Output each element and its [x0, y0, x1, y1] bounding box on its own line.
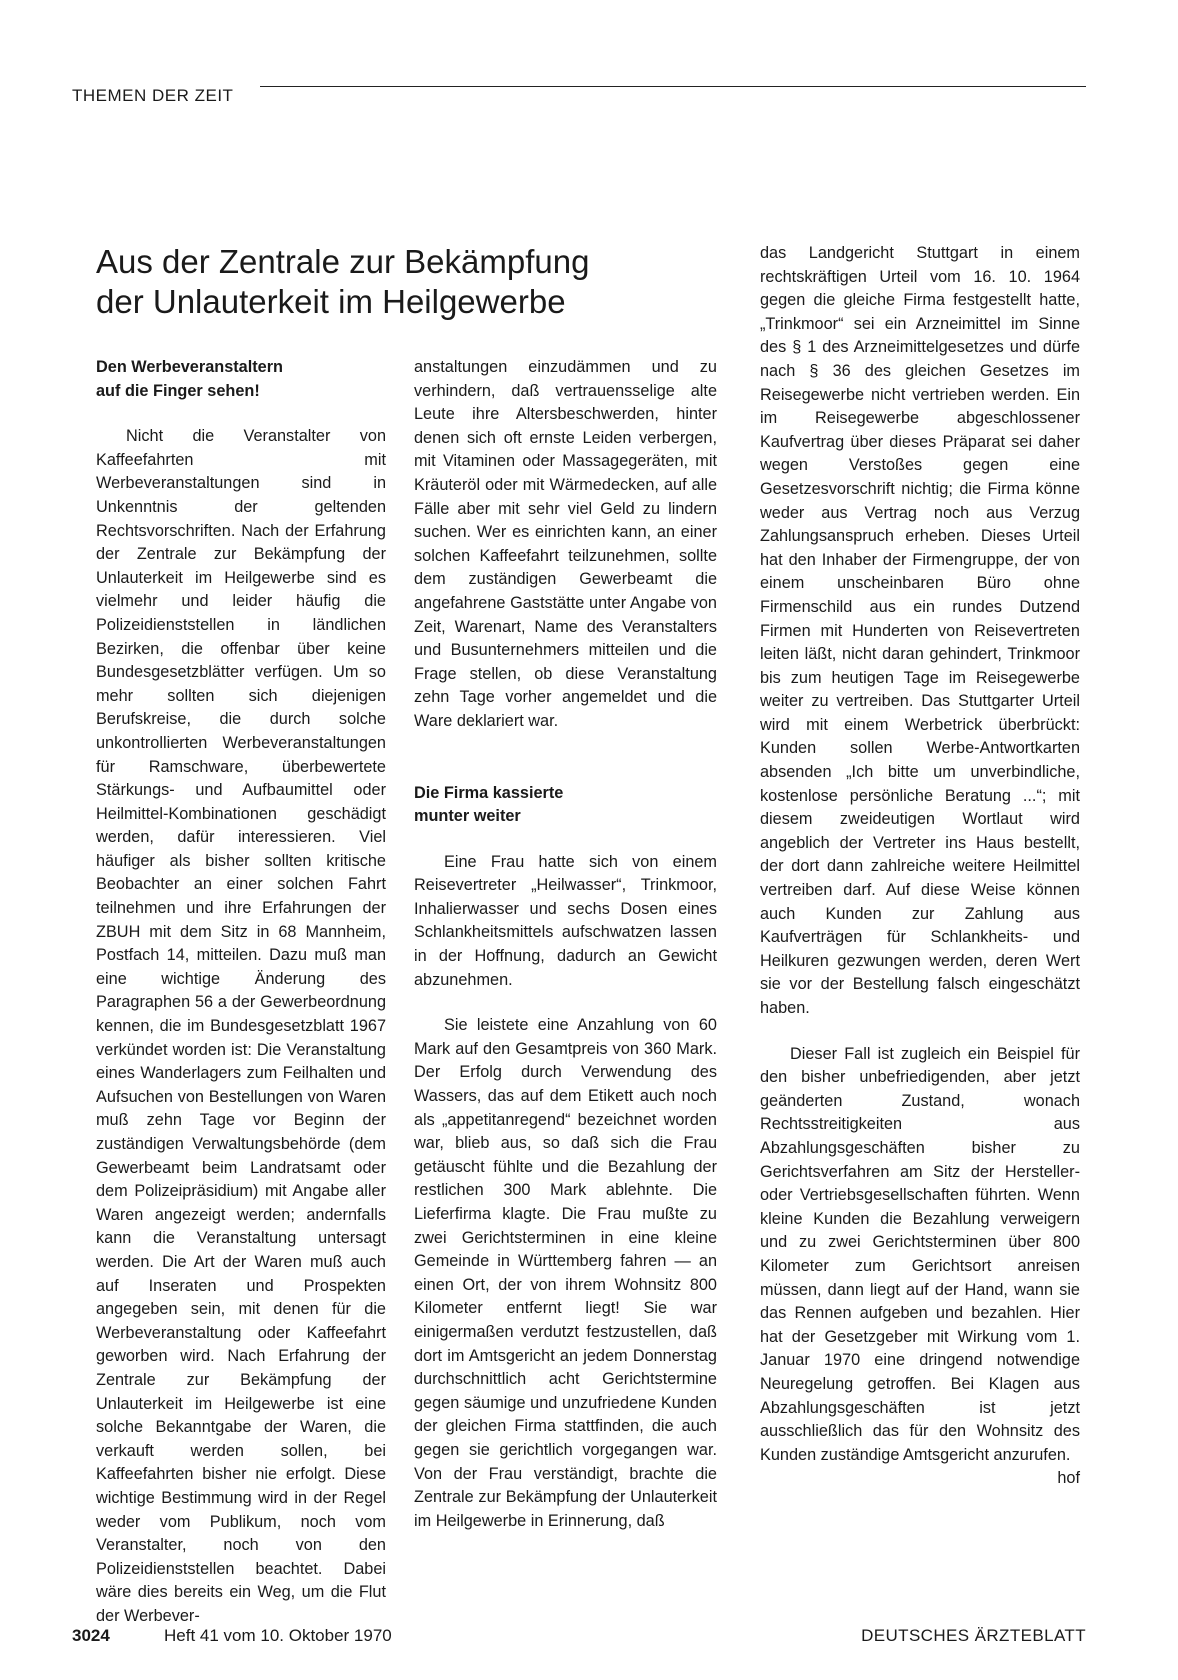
subheading-werbeveranstaltern	[96, 356, 386, 403]
subhead2-line-1: Die Firma kassierte	[414, 783, 564, 802]
para1-text-part1: Nicht die Veranstalter von Kaffeefahrten mit Werbeveranstaltungen sind in Unkenntnis der geltenden Rechtsvorschriften. Nach der Erfahrung der Zentrale zur Bekämpfung der Unlauterkeit im Heilgewerbe sind es vielmehr und leider häufig die Polizeidienststellen in ländlichen Bezirken, die offenbar über keine Bundesgesetzblätter verfügen. Um so mehr sollten sich diejenigen Berufskreise, die durch solche unkontrollierten Werbeveranstaltungen für Ramschware, überbewertete Stärkungs- und Aufbaumittel oder Heilmittel-Kombinationen geschädigt werden, dafür interessieren. Viel häufiger als bisher sollten kritische Beobachter an einer solchen Fahrt teilnehmen und ihre Erfahrungen der ZBUH mit dem Sitz in 68 Mannheim, Postfach 14, mitteilen. Dazu muß man eine wichtige Änderung des Paragraphen 56 a der Gewerbeordnung kennen, die im Bundesgesetzblatt 1967 verkündet worden ist: Die Veranstaltung eines Wanderlagers zum Feilhalten und Aufsuchen von Bestellungen von Waren muß zehn Tage vor Beginn der zuständigen Verwaltungsbehörde (dem Gewerbeamt beim Landratsamt oder dem Polizeipräsidium) mit Angabe aller Waren angezeigt werden; andernfalls kann die Veranstaltung untersagt werden. Die Art der Waren muß auch auf Inseraten und Prospekten angegeben sein, mit denen für die Werbeveranstaltung oder Kaffeefahrt geworben wird. Nach Erfahrung der Zentrale zur Bekämpfung der Unlauterkeit im Heilgewerbe ist eine solche Bekanntgabe der Waren, die verkauft werden sollen, bei Kaffeefahrten bisher nie erfolgt. Diese wichtige Bestimmung wird in der Regel weder vom Publikum, noch vom Veranstalter, noch von den Polizeidienststellen beachtet. Dabei wäre dies bereits ein Weg, um die Flut der Werbever-	[96, 427, 386, 1625]
paragraph-frau: Eine Frau hatte sich von einem Reisevertreter „Heilwasser“, Trinkmoor, Inhalierwasser und sechs Dosen eines Schlankheitsmittels aufschwatzen lassen in der Hoffnung, dadurch an Gewicht abzunehmen.	[414, 852, 717, 989]
column-1	[96, 356, 386, 1628]
paragraph-dieser-fall	[760, 1043, 1080, 1488]
issue-info: Heft 41 vom 10. Oktober 1970	[164, 1626, 392, 1645]
article-title	[96, 242, 696, 322]
paragraph-continued-col2	[414, 356, 717, 734]
journal-name: DEUTSCHES ÄRZTEBLATT	[861, 1626, 1086, 1645]
subhead1-line-2: auf die Finger sehen!	[96, 381, 260, 400]
paragraph-continued-col3	[760, 242, 1080, 1021]
subhead2-line-2: munter weiter	[414, 807, 521, 826]
paragraph-anzahlung	[414, 1014, 717, 1533]
paragraph-col1	[96, 425, 386, 1628]
title-line-2: der Unlauterkeit im Heilgewerbe	[96, 283, 566, 320]
subheading-firma-kassierte	[414, 782, 717, 829]
author-signature: hof	[1057, 1469, 1080, 1488]
section-label: THEMEN DER ZEIT	[72, 86, 234, 105]
para4-text: Dieser Fall ist zugleich ein Beispiel für den bisher unbefriedigenden, aber jetzt geänderten Zustand, wonach Rechtsstreitigkeiten aus Abzahlungsgeschäften bisher zu Gerichtsverfahren am Sitz der Hersteller- oder Vertriebsgesellschaften führten. Wenn kleine Kunden die Bezahlung verweigern und zu zwei Gerichtsterminen über 800 Kilometer zum Gerichtsort anreisen müssen, dann liegt auf der Hand, wann sie das Rennen aufgeben und bezahlen. Hier hat der Gesetzgeber mit Wirkung vom 1. Januar 1970 eine dringend notwendige Neuregelung getroffen. Bei Klagen aus Abzahlungsgeschäften ist jetzt ausschließlich das für den Wohnsitz des Kunden zuständige Amtsgericht anzurufen.	[760, 1044, 1080, 1464]
page-number: 3024	[72, 1626, 110, 1645]
header-rule	[260, 86, 1086, 87]
column-3	[760, 242, 1080, 1491]
para3-text-part1: Sie leistete eine Anzahlung von 60 Mark auf den Gesamtpreis von 360 Mark. Der Erfolg durch Verwendung des Wassers, das auf dem Etikett auch noch als „appetitanregend“ bezeichnet worden war, blieb aus, so daß sich die Frau getäuscht fühlte und die Bezahlung der restlichen 300 Mark ablehnte. Die Lieferfirma klagte. Die Frau mußte zu zwei Gerichtsterminen in eine kleine Gemeinde in Württemberg fahren — an einen Ort, der von ihrem Wohnsitz 800 Kilometer entfernt liegt! Sie war einigermaßen verdutzt festzustellen, daß dort im Amtsgericht an jedem Donnerstag durchschnittlich acht Gerichtstermine gegen säumige und unzufriedene Kunden der gleichen Firma stattfinden, die auch gegen sie gerichtlich vorgegangen war. Von der Frau verständigt, brachte die Zentrale zur Bekämpfung der Unlauterkeit im Heilgewerbe in Erinnerung, daß	[414, 1016, 717, 1530]
para1-text-part2: anstaltungen einzudämmen und zu verhindern, daß vertrauensselige alte Leute ihre Altersbeschwerden, hinter denen sich oft ernste Leiden verbergen, mit Vitaminen oder Massagegeräten, mit Kräuteröl oder mit Wärmedecken, auf alle Fälle aber mit sehr viel Geld zu lindern suchen. Wer es einrichten kann, an einer solchen Kaffeefahrt teilzunehmen, sollte dem zuständigen Gewerbeamt die angefahrene Gaststätte unter Angabe von Zeit, Warenart, Name des Veranstalters und Busunternehmers mitteilen und die Frage stellen, ob diese Veranstaltung zehn Tage vorher angemeldet und die Ware deklariert war.	[414, 358, 717, 730]
title-line-1: Aus der Zentrale zur Bekämpfung	[96, 243, 590, 280]
column-2	[414, 356, 717, 1533]
para3-text-part2: das Landgericht Stuttgart in einem rechtskräftigen Urteil vom 16. 10. 1964 gegen die gleiche Firma festgestellt hatte, „Trinkmoor“ sei ein Arzneimittel im Sinne des § 1 des Arzneimittelgesetzes und dürfe nach § 36 des gleichen Gesetzes im Reisegewerbe nicht vertrieben werden. Ein im Reisegewerbe abgeschlossener Kaufvertrag über dieses Präparat sei daher wegen Verstoßes gegen eine Gesetzesvorschrift nichtig; die Firma könne weder aus Vertrag noch aus Verzug Zahlungsanspruch erheben. Dieses Urteil hat den Inhaber der Firmengruppe, der von einem unscheinbaren Büro ohne Firmenschild aus ein rundes Dutzend Firmen mit Hunderten von Reisevertreten leiten läßt, nicht daran gehindert, Trinkmoor bis zum heutigen Tage im Reisegewerbe weiter zu vertreiben. Das Stuttgarter Urteil wird mit einem Werbetrick überbrückt: Kunden sollen Werbe-Antwortkarten absenden „Ich bitte um unverbindliche, kostenlose persönliche Beratung ...“; mit diesem zweideutigen Wortlaut wird angeblich der Vertreter ins Haus bestellt, der dort dann zahlreiche weitere Heilmittel vertreiben darf. Auf diese Weise können auch Kunden zur Zahlung aus Kaufverträgen für Schlankheits- und Heilkuren gezwungen werden, deren Wert sie vor der Bestellung falsch eingeschätzt haben.	[760, 244, 1080, 1017]
subhead1-line-1: Den Werbeveranstaltern	[96, 358, 284, 376]
